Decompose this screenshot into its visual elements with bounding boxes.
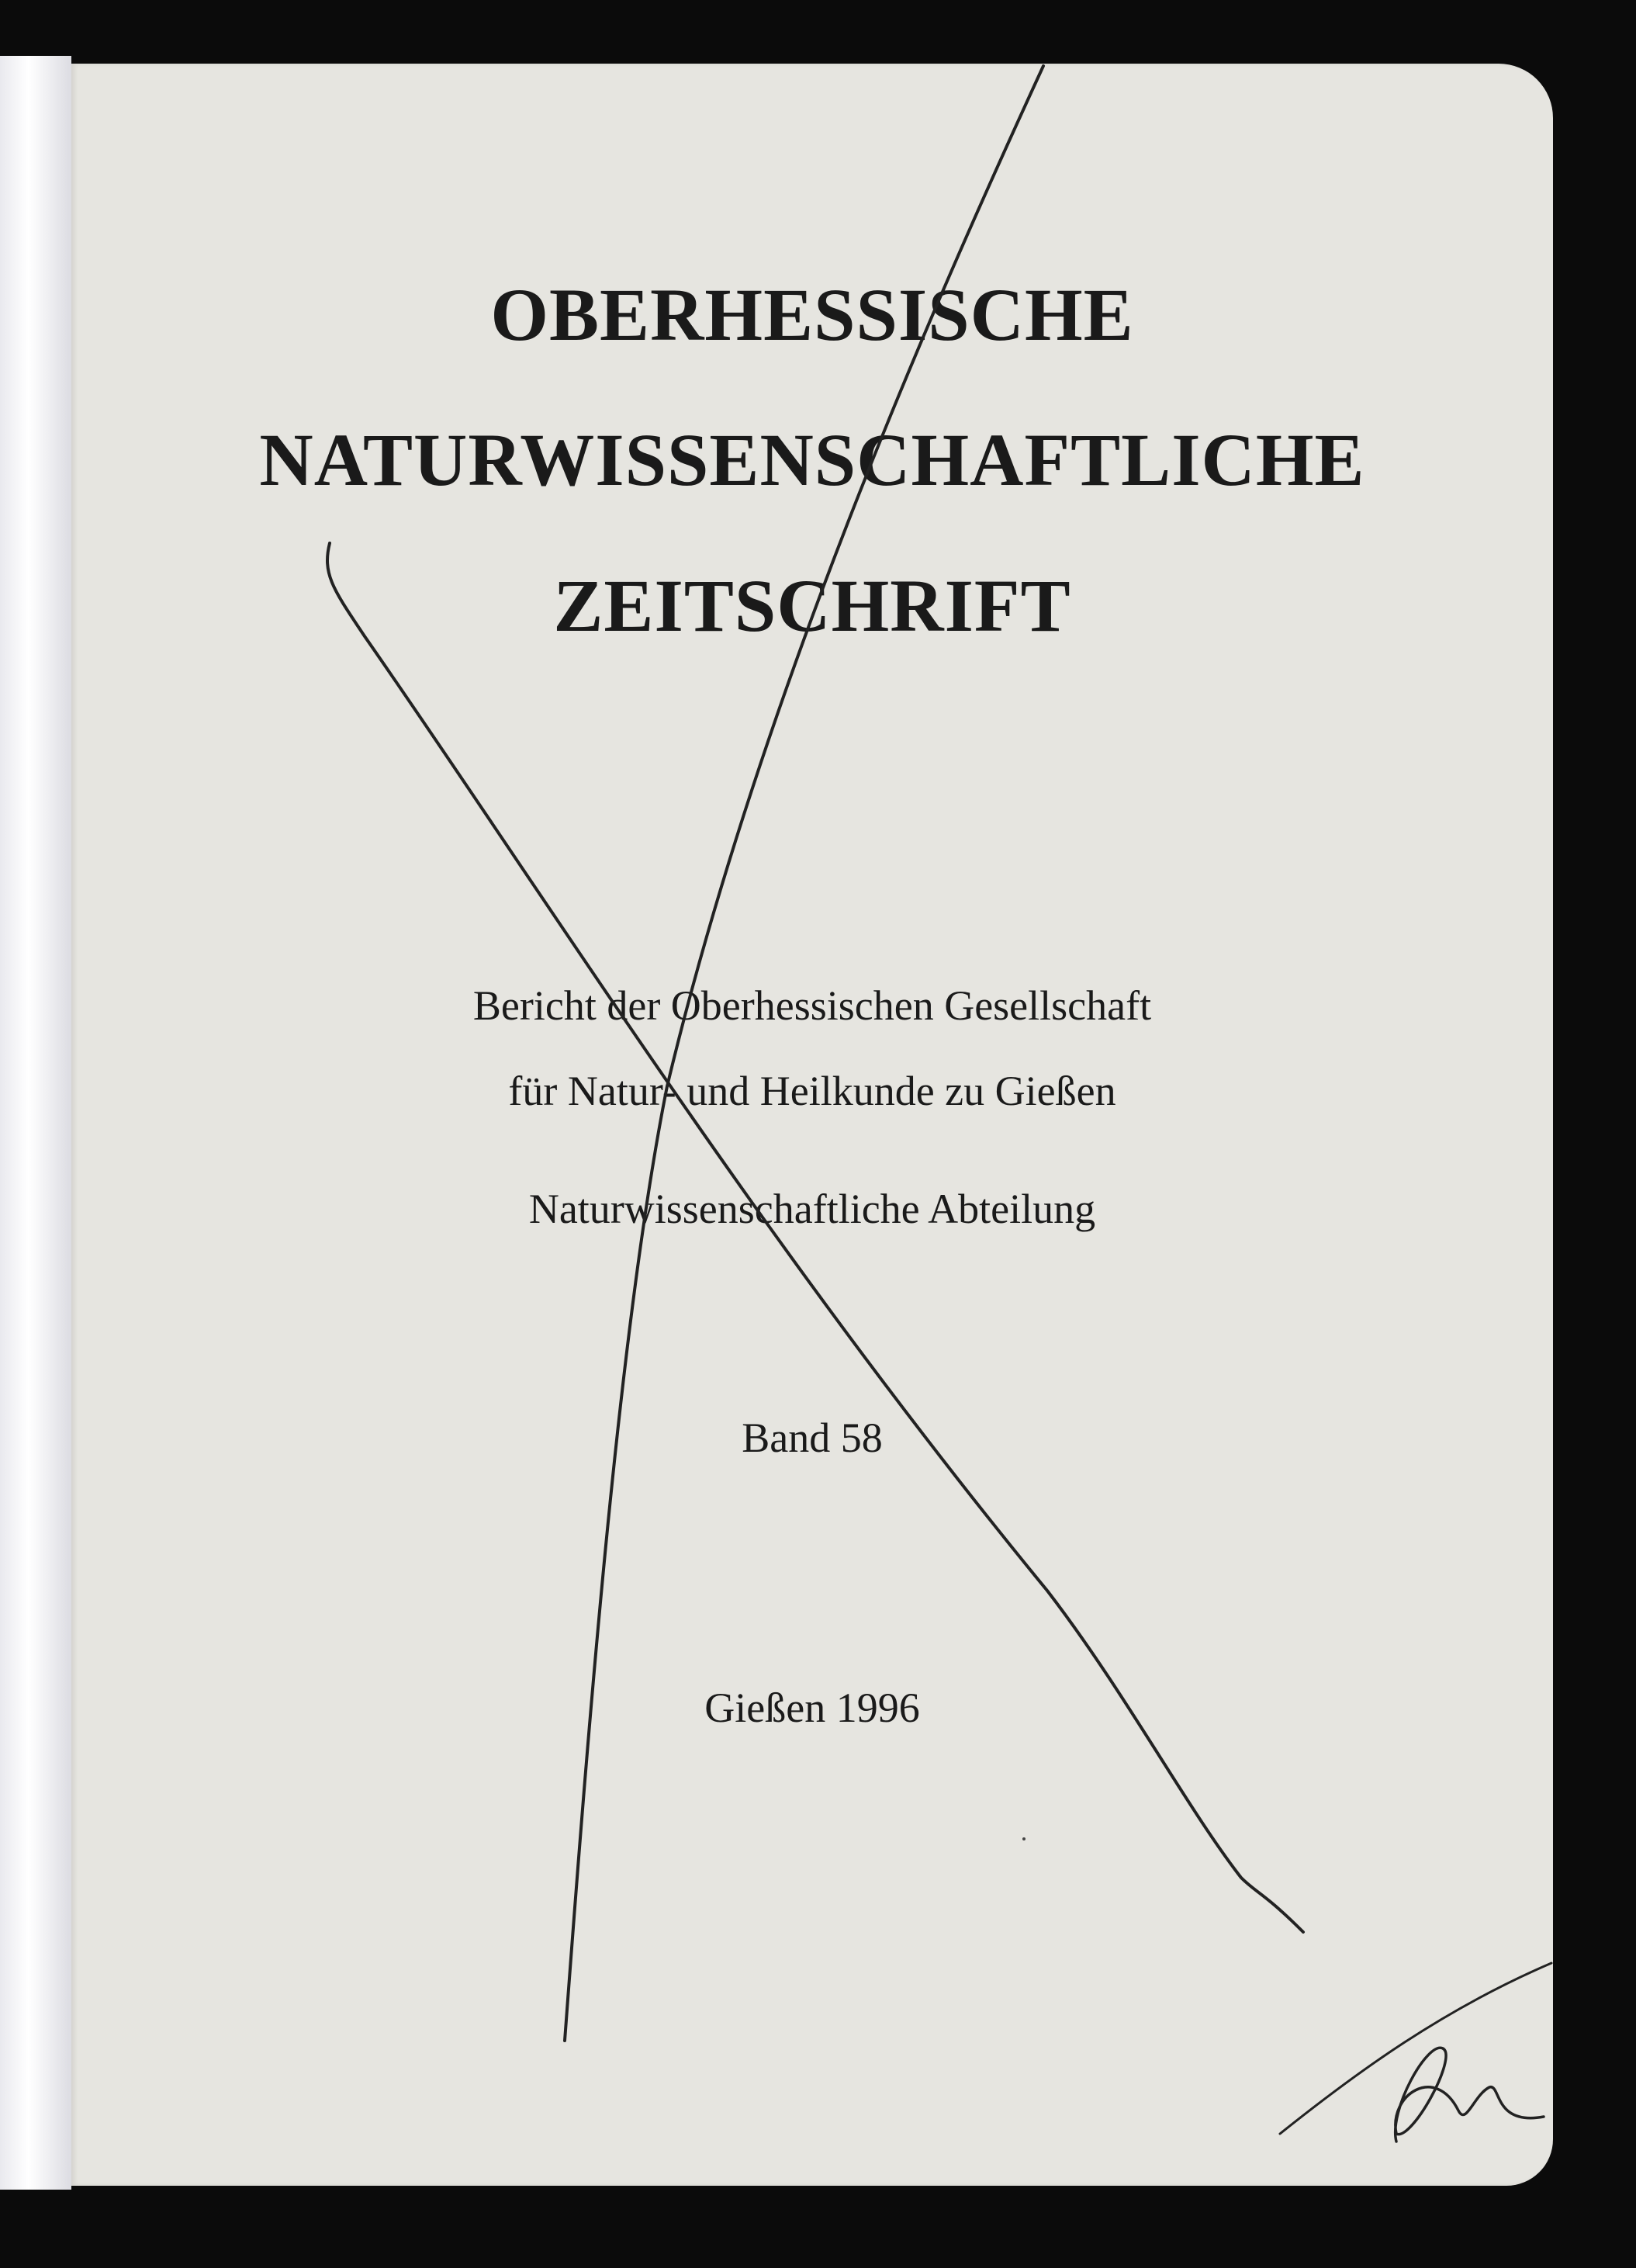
report-line-1: Bericht der Oberhessischen Gesellschaft [472,982,1152,1029]
department-line: Naturwissenschaftliche Abteilung [528,1186,1096,1232]
place-year-label: Gießen 1996 [704,1685,920,1731]
title-line-2: NATURWISSENSCHAFTLICHE [259,418,1365,501]
volume-label: Band 58 [742,1414,883,1461]
title-page [71,64,1553,2186]
book-spine-edge [0,56,71,2190]
title-line-3: ZEITSCHRIFT [553,564,1071,647]
title-line-1: OBERHESSISCHE [490,273,1134,356]
report-line-2: für Natur- und Heilkunde zu Gießen [508,1068,1116,1114]
